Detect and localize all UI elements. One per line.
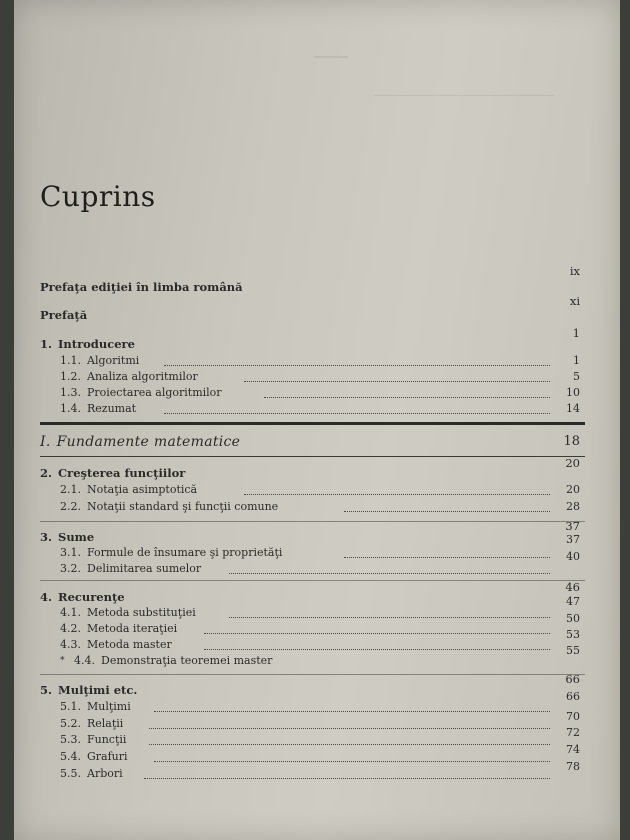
- section-number: 1.1.: [60, 354, 81, 367]
- section-number: 5.3.: [60, 733, 81, 746]
- entry-page: 78: [566, 760, 580, 773]
- entry-page: 5: [573, 370, 580, 383]
- section-number: 2.2.: [60, 500, 81, 513]
- chapter-number: 4.: [40, 590, 53, 604]
- section-label: Analiza algoritmilor: [87, 370, 198, 383]
- part-title[interactable]: [40, 434, 240, 450]
- section-label: Arbori: [87, 767, 123, 780]
- chapter-label: Introducere: [58, 337, 135, 351]
- section-number: 4.3.: [60, 638, 81, 651]
- chapter-divider: [40, 521, 585, 522]
- section-number: 5.1.: [60, 700, 81, 713]
- leader-dots: [244, 380, 550, 382]
- leader-dots: [204, 648, 550, 650]
- entry-page: 66: [566, 690, 580, 703]
- section-label: Delimitarea sumelor: [87, 562, 202, 575]
- leader-dots: [164, 364, 550, 366]
- section-number: 3.2.: [60, 562, 81, 575]
- leader-dots: [244, 493, 550, 495]
- section-number: 4.4.: [74, 654, 95, 667]
- part-divider-bottom: [40, 456, 585, 457]
- chapter-label: Creşterea funcţiilor: [58, 466, 186, 480]
- advanced-section-star: *: [60, 656, 65, 666]
- chapter-divider: [40, 580, 585, 581]
- entry-page: 55: [566, 644, 580, 657]
- entry-label: Prefaţă: [40, 308, 88, 322]
- section-label: Metoda master: [87, 638, 172, 651]
- section-label: Proiectarea algoritmilor: [87, 386, 222, 399]
- chapter-label: Sume: [58, 530, 95, 544]
- entry-page: 14: [566, 402, 580, 415]
- part-divider-top: [40, 422, 585, 425]
- entry-page: 50: [566, 612, 580, 625]
- entry-page: 37: [566, 533, 580, 546]
- section-label: Algoritmi: [87, 354, 140, 367]
- part-page: 18: [563, 434, 580, 449]
- section-number: 4.1.: [60, 606, 81, 619]
- section-label: Relaţii: [87, 717, 124, 730]
- entry-page: 1: [573, 354, 580, 367]
- section-label: Funcţii: [87, 733, 127, 746]
- toc-title: Cuprins: [40, 180, 156, 213]
- entry-page: 53: [566, 628, 580, 641]
- leader-dots: [229, 616, 550, 618]
- section-number: 1.2.: [60, 370, 81, 383]
- entry-page: ix: [569, 264, 580, 278]
- entry-page: 66: [565, 672, 580, 686]
- section-number: 1.4.: [60, 402, 81, 415]
- entry-page: 20: [565, 456, 580, 470]
- entry-page: 10: [566, 386, 580, 399]
- section-label: Rezumat: [87, 402, 137, 415]
- entry-page: 72: [566, 726, 580, 739]
- entry-page: xi: [569, 294, 580, 308]
- leader-dots: [204, 632, 550, 634]
- leader-dots: [154, 710, 550, 712]
- chapter-divider: [40, 674, 585, 675]
- book-page: [14, 0, 620, 840]
- leader-dots: [149, 743, 550, 745]
- entry-page: 28: [566, 500, 580, 513]
- leader-dots: [154, 760, 550, 762]
- leader-dots: [264, 396, 550, 398]
- entry-page: 1: [572, 326, 580, 340]
- section-label: Notaţii standard şi funcţii comune: [87, 500, 279, 513]
- leader-dots: [344, 510, 550, 512]
- leader-dots: [144, 777, 550, 779]
- section-number: 5.5.: [60, 767, 81, 780]
- section-label: Formule de însumare şi proprietăţi: [87, 546, 283, 559]
- section-label: Metoda substituţiei: [87, 606, 196, 619]
- show-through-text: ▁▁▁▁: [314, 45, 348, 58]
- section-label: Demonstraţia teoremei master: [101, 654, 273, 667]
- entry-page: 74: [566, 743, 580, 756]
- chapter-label: Recurenţe: [58, 590, 125, 604]
- chapter-number: 1.: [40, 337, 53, 351]
- section-label: Grafuri: [87, 750, 128, 763]
- entry-page: 20: [566, 483, 580, 496]
- part-label: Fundamente matematice: [56, 434, 241, 450]
- section-number: 4.2.: [60, 622, 81, 635]
- entry-page: 40: [566, 550, 580, 563]
- chapter-number: 3.: [40, 530, 53, 544]
- section-number: 3.1.: [60, 546, 81, 559]
- leader-dots: [344, 556, 550, 558]
- leader-dots: [149, 727, 550, 729]
- section-label: Metoda iteraţiei: [87, 622, 178, 635]
- section-number: 5.2.: [60, 717, 81, 730]
- entry-page: 46: [565, 580, 580, 594]
- section-number: 1.3.: [60, 386, 81, 399]
- section-number: 5.4.: [60, 750, 81, 763]
- section-number: 2.1.: [60, 483, 81, 496]
- chapter-label: Mulţimi etc.: [58, 683, 138, 697]
- leader-dots: [164, 412, 550, 414]
- entry-label: Prefaţa ediţiei în limba română: [40, 280, 243, 294]
- section-label: Notaţia asimptotică: [87, 483, 198, 496]
- chapter-number: 5.: [40, 683, 53, 697]
- chapter-number: 2.: [40, 466, 53, 480]
- entry-page: 47: [566, 595, 580, 608]
- part-number: I.: [40, 434, 51, 450]
- section-label: Mulţimi: [87, 700, 131, 713]
- leader-dots: [229, 572, 550, 574]
- show-through-text: [374, 95, 554, 186]
- entry-page: 70: [566, 710, 580, 723]
- entry-page: 37: [565, 519, 580, 533]
